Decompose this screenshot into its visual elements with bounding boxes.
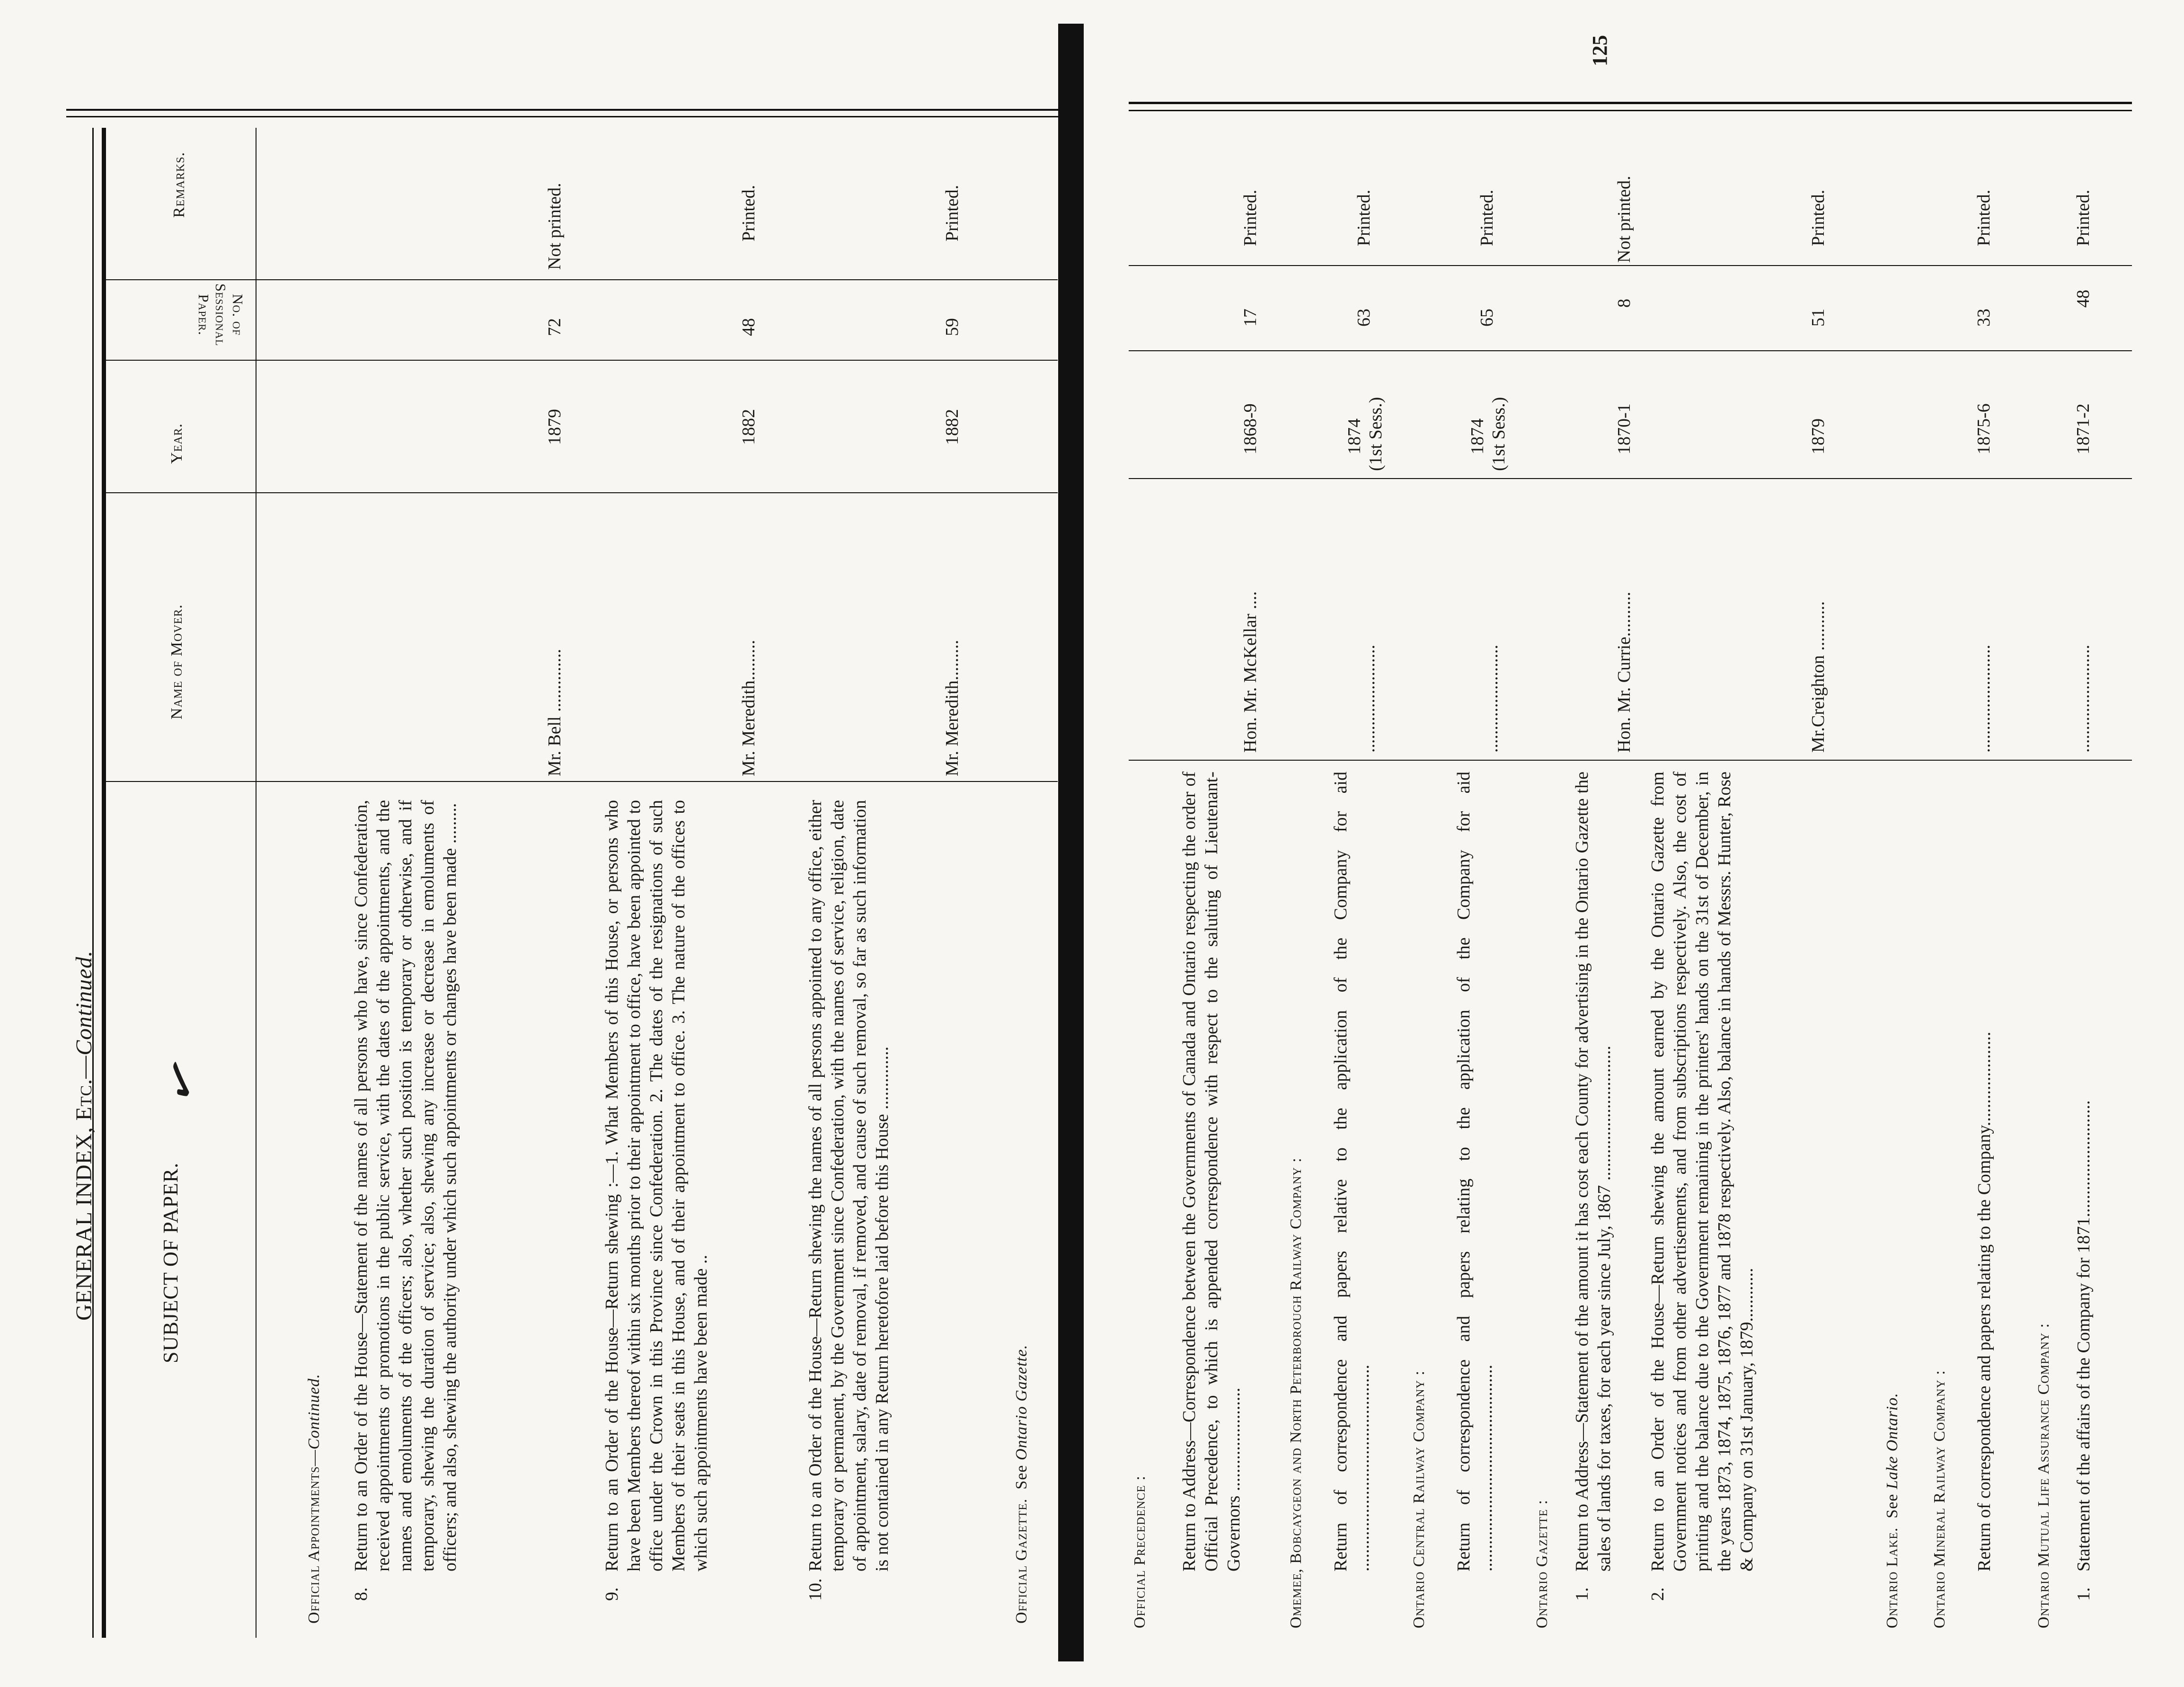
entry-number: 8. [351,1587,371,1601]
col-paper-header: No. of Sessional Paper. [195,283,246,346]
entry-10-year: 1882 [942,409,962,445]
precedence-paper: 17 [1240,309,1260,327]
mutual-mover: ........................ [2073,645,2093,753]
entry-9-year: 1882 [739,409,759,445]
entry-9-text [601,800,712,1601]
entry-number: 2. [1648,1587,1668,1601]
entry-10-paper: 59 [942,318,962,336]
mineral-text [1973,772,1996,1572]
top-double-rule-2 [66,116,1060,117]
entry-text: Return to an Order of the House—Return shewing the amount earned by the Ontario Gazette from Government notices and from other advertisements, and from subscriptions respectively. Also, the cost of printing and the balance due to the Government remaining in the printers' hands on the 31st of December, in the years 1873, 1874, 1875, 1876, 1877 and 1878 respectively. Also, balance in hands of Messrs. Hunter, Rose & Company on 31st January, 1879............ [1648,772,1757,1572]
central-year-note: (1st Sess.) [1489,397,1509,471]
gazette-2-year: 1879 [1808,418,1828,454]
entry-text: Return to Address—Statement of the amount it has cost each County for advertising in the Ontario Gazette the sales of lands for taxes, for each year since July, 1867 .............................. [1572,772,1614,1572]
section-title: Ontario Lake. [1883,1527,1901,1628]
check-mark-icon: ✓ [146,1047,218,1114]
central-remarks: Printed. [1477,189,1497,246]
entry-text: Return of correspondence and papers relating to the Company..................... [1974,1031,1994,1572]
precedence-mover: Hon. Mr. McKellar .... [1240,591,1260,753]
entry-8-year: 1879 [545,409,565,445]
top-double-rule-1 [1129,102,2132,104]
gazette-2-remarks: Printed. [1808,189,1828,246]
entry-text: Return to an Order of the House—Return shewing :—1. What Members of this House, or persons who have been Members thereof within six months prior to their appointment to office, have been appointed to office under the Crown in this Province since Confederation. 2. The dates of the resignations of such Members of their seats in this House, and of their appointment to office. 3. The nature of the offices to which such appointments have been made .. [602,800,711,1572]
precedence-year: 1868-9 [1240,403,1260,454]
precedence-remarks: Printed. [1240,189,1260,246]
omemee-year: 1874 [1344,418,1364,454]
entry-10-mover: Mr. Meredith......... [942,639,962,776]
omemee-mover: ........................ [1359,645,1379,753]
running-head-title: GENERAL INDEX, Etc.— [71,1055,97,1321]
omemee-text [1330,772,1374,1572]
mineral-remarks: Printed. [1974,189,1994,246]
central-paper: 65 [1477,309,1497,327]
binding-gutter [1058,24,1084,1661]
omemee-remarks: Printed. [1354,189,1374,246]
section-mutual: Ontario Mutual Life Assurance Company : [2035,1323,2052,1628]
central-mover: ........................ [1482,645,1502,753]
section-official-precedence: Official Precedence : [1131,1475,1149,1628]
entry-number: 10. [805,1578,825,1601]
entry-number: 9. [602,1587,622,1601]
year-paper-rule [1129,350,2132,351]
gazette-2-paper: 51 [1808,309,1828,327]
mutual-year: 1871-2 [2073,403,2093,454]
col-subject-header: SUBJECT OF PAPER. [159,1162,182,1363]
entry-text: Return of correspondence and papers relating to the application of the Company for aid .............................................. [1454,772,1496,1572]
mutual-remarks: Printed. [2073,189,2093,246]
mover-year-rule [102,492,1058,493]
section-continued: Continued. [305,1374,323,1450]
section-official-gazette [1013,1344,1031,1624]
gazette-1-text [1571,772,1616,1601]
right-page-number: 125 [1588,35,1611,66]
left-running-head [71,950,97,1321]
entry-8-remarks: Not printed. [545,183,565,270]
gazette-2-text [1647,772,1758,1601]
entry-text: Return to Address—Correspondence between the Governments of Canada and Ontario respecting the order of Official Precedence, to which is appended correspondence with respect to the saluting of Lieutenant-Governors ....................... [1179,772,1244,1572]
entry-text: Return of correspondence and papers relative to the application of the Company for aid .............................................. [1331,772,1373,1572]
mineral-mover: ........................ [1974,645,1994,753]
col-mover-header: Name of Mover. [168,604,186,719]
see-label: See [1013,1465,1030,1490]
section-official-appointments [305,1374,323,1624]
entry-8-text [350,800,461,1601]
entry-text: Return to an Order of the House—Return shewing the names of all persons appointed to any office, either temporary or permanent, by the Government since Confederation, with the names of service, religion, date of appointment, salary, date of removal, if removed, and cause of such removal, so far as such information is not contained in any Return heretofore laid before this House .............. [805,800,892,1572]
section-ontario-gazette: Ontario Gazette : [1533,1500,1551,1628]
central-year: 1874 [1468,418,1487,454]
section-ontario-central: Ontario Central Railway Company : [1410,1370,1428,1628]
see-ref: Ontario Gazette. [1013,1344,1030,1460]
section-title: Official Gazette. [1013,1498,1030,1624]
left-outer-rule [102,128,106,1638]
entry-number: 1. [1572,1587,1592,1601]
section-title: Official Appointments— [305,1449,323,1624]
central-text [1453,772,1497,1572]
omemee-paper: 63 [1354,309,1374,327]
col-year-header: Year. [168,423,186,464]
mineral-year: 1875-6 [1974,403,1994,454]
subject-mover-rule [1129,760,2132,761]
entry-8-mover: Mr. Bell .............. [545,648,565,776]
top-double-rule-1 [66,109,1060,111]
mutual-text [2073,772,2095,1601]
gazette-1-paper: 8 [1614,299,1634,308]
gazette-2-mover: Mr.Creighton ........... [1808,601,1828,753]
entry-10-text [805,800,893,1601]
year-paper-rule [102,360,1058,361]
section-mineral: Ontario Mineral Railway Company : [1931,1370,1948,1628]
entry-number: 1. [2074,1587,2094,1601]
entry-9-paper: 48 [739,318,759,336]
top-double-rule-2 [1129,110,2132,111]
entry-text: Return to an Order of the House—Statement of the names of all persons who have, since Confederation, received appointments or promotions in the public service, with the dates of the appointments, and the names and emoluments of the officers; also, whether such position is temporary or otherwise, and if temporary, shewing the duration of service; also, shewing any increase or decrease in emoluments of officers; and also, shewing the authority under which such appointments or changes have been made ......... [351,800,460,1572]
gazette-1-mover: Hon. Mr. Currie.......... [1614,592,1634,753]
paper-remarks-rule [1129,265,2132,266]
running-head-continued: Continued. [71,950,97,1056]
left-outer-rule-thin [92,128,94,1638]
section-omemee: Omemee, Bobcaygeon and North Peterborough Railway Company : [1287,1157,1305,1628]
mineral-paper: 33 [1974,309,1994,327]
entry-9-mover: Mr. Meredith......... [739,639,759,776]
see-ref: Lake Ontario. [1883,1393,1901,1490]
gazette-1-remarks: Not printed. [1614,176,1634,263]
mover-year-rule [1129,478,2132,479]
gazette-1-year: 1870-1 [1614,403,1634,454]
entry-10-remarks: Printed. [942,185,962,241]
subject-mover-rule [102,781,1058,782]
see-label: See [1883,1493,1901,1518]
precedence-text [1178,772,1245,1572]
entry-text: Statement of the affairs of the Company for 1871.......................... [2074,1100,2094,1572]
col-remarks-header: Remarks. [170,151,188,218]
section-ontario-lake [1883,1393,1901,1628]
entry-8-paper: 72 [545,318,565,336]
omemee-year-note: (1st Sess.) [1366,397,1386,471]
entry-9-remarks: Printed. [739,185,759,241]
mutual-paper: 48 [2073,290,2093,308]
